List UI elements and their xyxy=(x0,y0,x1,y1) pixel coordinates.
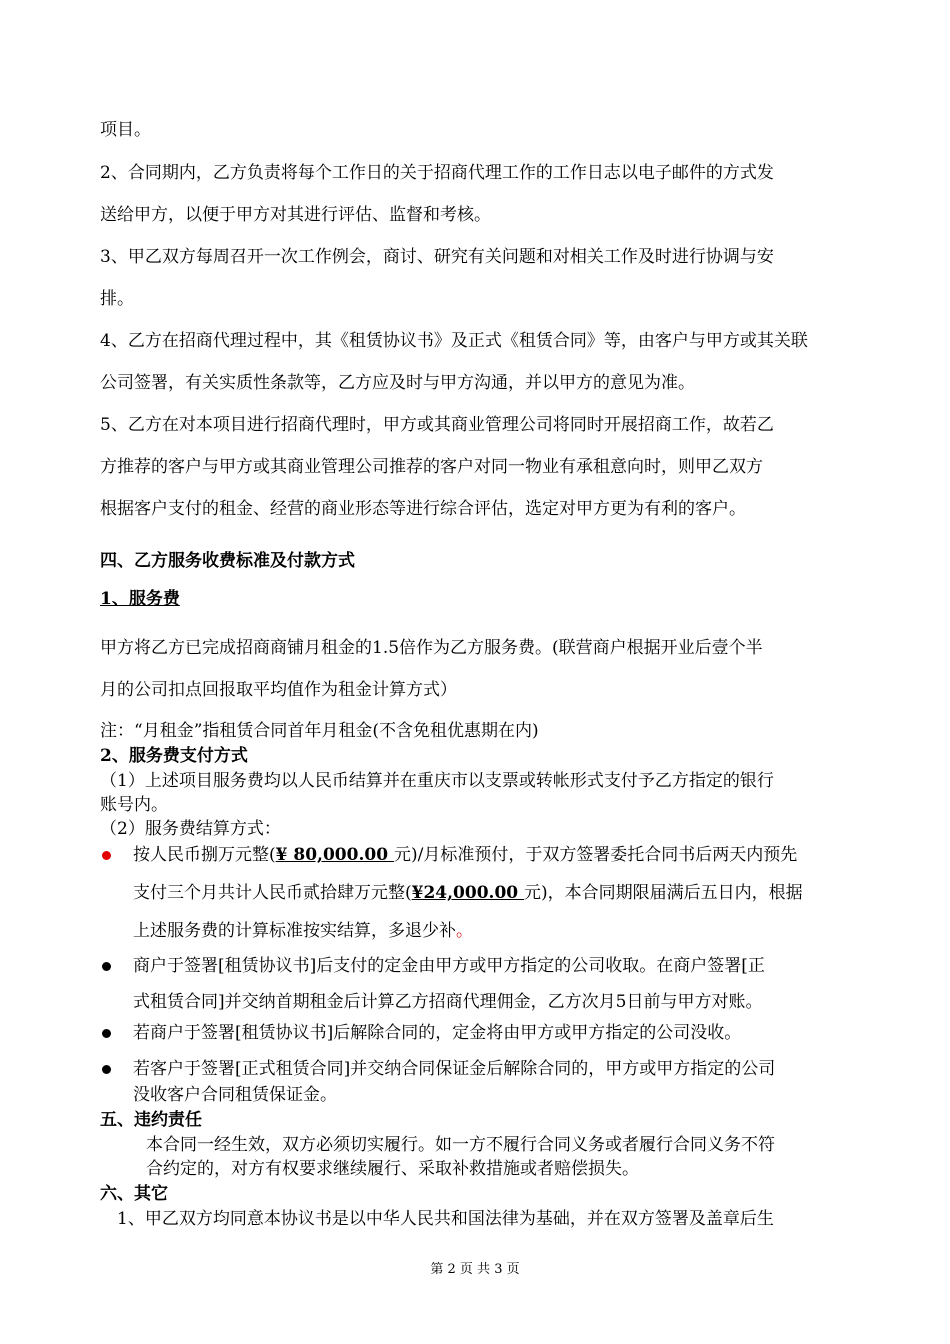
bullet-text: 元)/月标准预付，于双方签署委托合同书后两天内预先 xyxy=(393,845,798,865)
bullet-icon xyxy=(102,1029,111,1038)
bullet-item-line xyxy=(133,882,803,904)
amount-value: ¥24,000.00 xyxy=(411,883,525,903)
bullet-item-line xyxy=(133,920,473,942)
bullet-text: 上述服务费的计算标准按实结算，多退少补 xyxy=(133,921,456,941)
bullet-item xyxy=(133,844,797,866)
paragraph-line: 2、合同期内，乙方负责将每个工作日的关于招商代理工作的工作日志以电子邮件的方式发 xyxy=(100,163,774,183)
paragraph-line: 4、乙方在招商代理过程中，其《租赁协议书》及正式《租赁合同》等，由客户与甲方或其关联 xyxy=(100,331,808,351)
bullet-item: 若商户于签署[租赁协议书]后解除合同的，定金将由甲方或甲方指定的公司没收。 xyxy=(133,1023,742,1043)
paragraph-line: 本合同一经生效，双方必须切实履行。如一方不履行合同义务或者履行合同义务不符 xyxy=(146,1135,775,1155)
paragraph-line: 1、甲乙双方均同意本协议书是以中华人民共和国法律为基础，并在双方签署及盖章后生 xyxy=(117,1209,774,1229)
bullet-icon xyxy=(102,851,111,860)
note-line: 注：“月租金”指租赁合同首年月租金(不含免租优惠期在内) xyxy=(100,721,539,741)
bullet-icon xyxy=(102,1065,111,1074)
paragraph-line: （1）上述项目服务费均以人民币结算并在重庆市以支票或转帐形式支付予乙方指定的银行 xyxy=(100,771,774,791)
paragraph-line: 甲方将乙方已完成招商商铺月租金的1.5倍作为乙方服务费。(联营商户根据开业后壹个半 xyxy=(100,638,763,658)
paragraph-line: 排。 xyxy=(100,289,134,309)
paragraph-line: 项目。 xyxy=(100,120,151,140)
bullet-icon xyxy=(102,962,111,971)
bullet-text: 按人民币捌万元整( xyxy=(133,845,276,865)
paragraph-line: 根据客户支付的租金、经营的商业形态等进行综合评估，选定对甲方更为有利的客户。 xyxy=(100,499,746,519)
subsection-heading: 2、服务费支付方式 xyxy=(100,746,248,766)
section-heading: 五、违约责任 xyxy=(100,1110,202,1130)
paragraph-line: （2）服务费结算方式： xyxy=(100,819,281,839)
paragraph-line: 月的公司扣点回报取平均值作为租金计算方式） xyxy=(100,680,457,700)
bullet-text: 支付三个月共计人民币贰拾肆万元整( xyxy=(133,883,412,903)
paragraph-line: 账号内。 xyxy=(100,795,168,815)
paragraph-line: 送给甲方，以便于甲方对其进行评估、监督和考核。 xyxy=(100,205,491,225)
paragraph-line: 方推荐的客户与甲方或其商业管理公司推荐的客户对同一物业有承租意向时，则甲乙双方 xyxy=(100,457,763,477)
bullet-item-line: 式租赁合同]并交纳首期租金后计算乙方招商代理佣金，乙方次月5日前与甲方对账。 xyxy=(133,992,763,1012)
bullet-text: 元)，本合同期限届满后五日内，根据 xyxy=(524,883,803,903)
page-footer: 第 2 页 共 3 页 xyxy=(430,1262,520,1277)
paragraph-line: 3、甲乙双方每周召开一次工作例会，商讨、研究有关问题和对相关工作及时进行协调与安 xyxy=(100,247,774,267)
paragraph-line: 公司签署，有关实质性条款等，乙方应及时与甲方沟通，并以甲方的意见为准。 xyxy=(100,373,695,393)
subsection-heading: 1、服务费 xyxy=(100,589,180,609)
amount-value: ¥ 80,000.00 xyxy=(275,845,394,865)
bullet-item: 若客户于签署[正式租赁合同]并交纳合同保证金后解除合同的，甲方或甲方指定的公司 xyxy=(133,1059,776,1079)
bullet-text: 。 xyxy=(456,921,473,941)
paragraph-line: 5、乙方在对本项目进行招商代理时，甲方或其商业管理公司将同时开展招商工作，故若乙 xyxy=(100,415,774,435)
section-heading: 四、乙方服务收费标准及付款方式 xyxy=(100,551,355,571)
bullet-item-line: 没收客户合同租赁保证金。 xyxy=(133,1085,337,1105)
section-heading: 六、其它 xyxy=(100,1184,168,1204)
paragraph-line: 合约定的，对方有权要求继续履行、采取补救措施或者赔偿损失。 xyxy=(146,1159,639,1179)
bullet-item: 商户于签署[租赁协议书]后支付的定金由甲方或甲方指定的公司收取。在商户签署[正 xyxy=(133,956,765,976)
